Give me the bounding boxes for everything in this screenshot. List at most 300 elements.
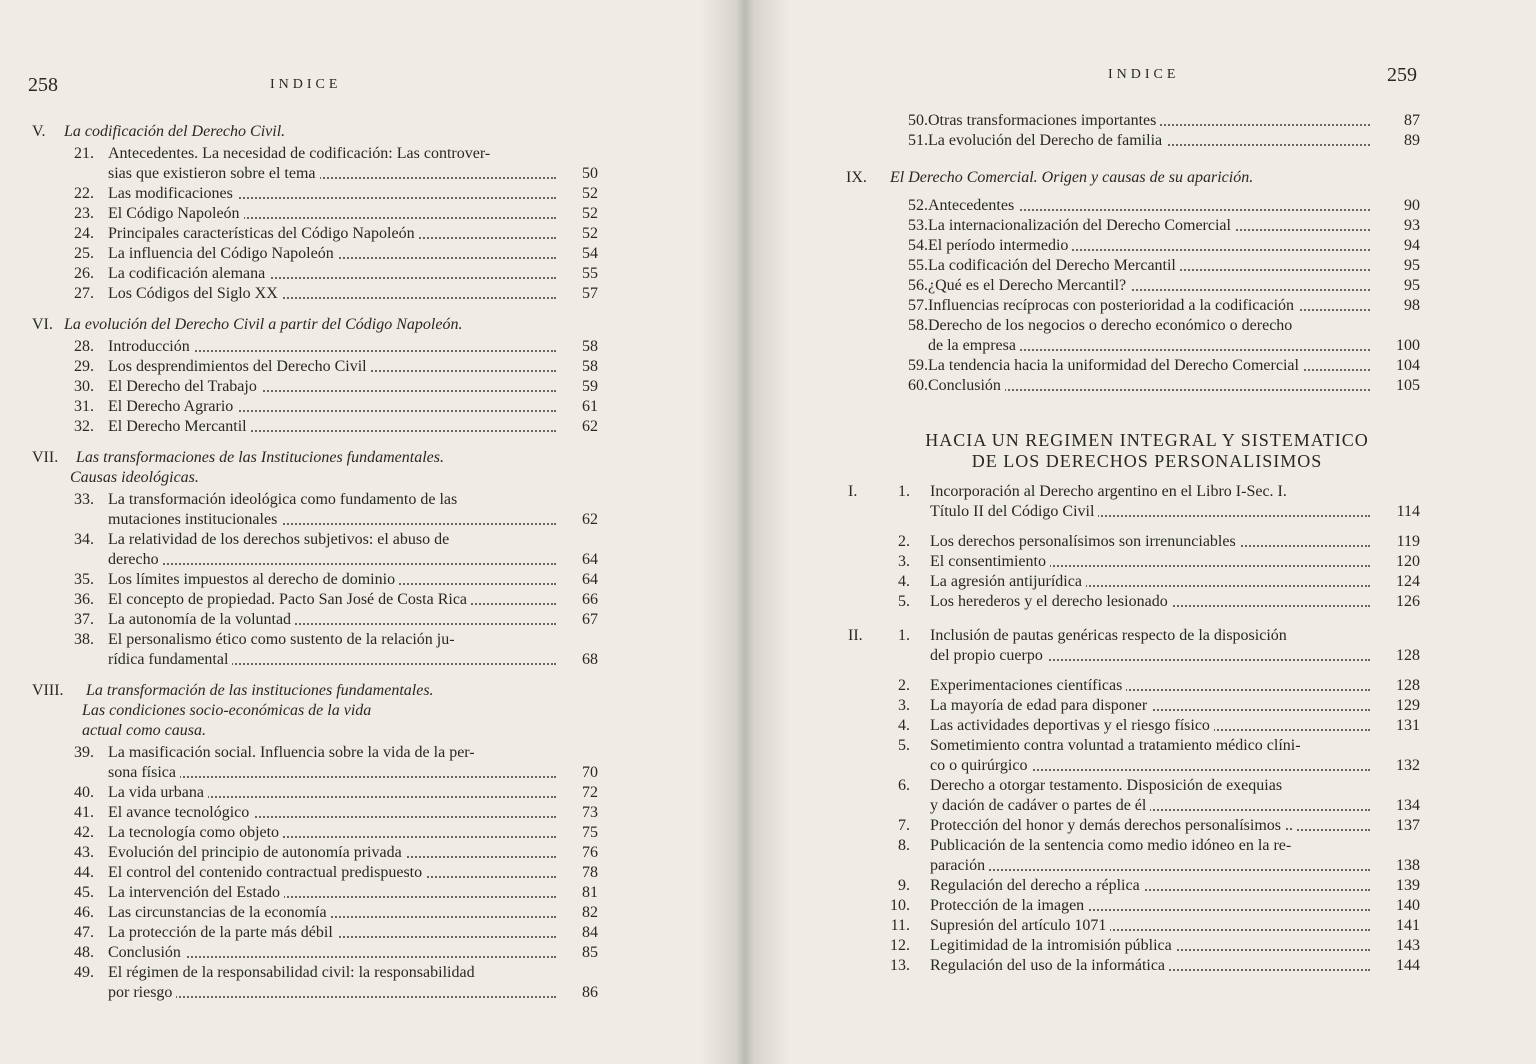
entry-title [108,883,556,903]
section-numeral: V. [32,123,46,140]
entry-number: 10. [890,897,910,914]
section-numeral: VI. [32,316,53,333]
entry-number: 35. [74,571,94,588]
entry-title-text: El personalismo ético como sustento de la relación ju- [108,631,459,648]
entry-page-number: 52 [582,185,598,202]
entry-page-number: 55 [582,265,598,282]
index-entry [744,356,1430,376]
entry-title [108,144,598,164]
entry-number: 9. [898,877,910,894]
entry-number: 29. [74,358,94,375]
entry-page-number: 131 [1396,717,1420,734]
index-entry [0,570,608,590]
entry-title [930,876,1370,896]
entry-number: 34. [74,531,94,548]
entry-title [108,530,598,550]
entry-title [930,676,1370,696]
entry-page-number: 59 [582,378,598,395]
entry-title-text: Influencias recíprocas con posterioridad a la codificación [928,297,1298,314]
entry-title [108,204,556,224]
entry-title [108,983,556,1003]
entry-page-number: 50 [582,165,598,182]
entry-title-text: El régimen de la responsabilidad civil: la responsabilidad [108,964,479,981]
entry-title [108,417,556,437]
index-entry [0,284,608,304]
entry-title [930,816,1370,836]
entry-title [930,956,1370,976]
index-entry [0,530,608,550]
entry-number: 55. [908,257,928,274]
entry-title-text: Regulación del derecho a réplica [930,877,1144,894]
index-entry [0,763,608,783]
entry-title [928,316,1420,336]
index-entry [744,836,1430,856]
index-entry [744,936,1430,956]
index-entry [744,676,1430,696]
entry-title-text: del propio cuerpo [930,647,1047,664]
entry-number: 41. [74,804,94,821]
entry-title [108,650,556,670]
index-entry [744,552,1430,572]
index-entry [744,626,1430,646]
entry-number: 5. [898,737,910,754]
index-entry [744,296,1430,316]
entry-number: 50. [908,112,928,129]
index-entry [0,963,608,983]
entry-title-text: mutaciones institucionales [108,511,281,528]
entry-title [928,256,1370,276]
index-entry [0,630,608,650]
entry-title-text: Introducción [108,338,194,355]
entry-title [108,570,556,590]
left-page [0,0,744,1064]
entry-title-text: Los Códigos del Siglo XX [108,285,282,302]
section-numeral: IX. [846,169,867,186]
index-entry [0,244,608,264]
entry-page-number: 85 [582,944,598,961]
entry-title [108,224,556,244]
entry-title-text: El Derecho Agrario [108,398,237,415]
entry-title [930,936,1370,956]
group-numeral: I. [848,483,858,500]
entry-title [928,196,1370,216]
entry-number: 48. [74,944,94,961]
entry-title-text: Antecedentes. La necesidad de codificación: Las controver- [108,145,494,162]
entry-page-number: 120 [1396,553,1420,570]
entry-title-text: La codificación alemana [108,265,269,282]
entry-title [108,943,556,963]
index-entry [0,823,608,843]
entry-number: 51. [908,132,928,149]
entry-title-text: El Código Napoleón [108,205,244,222]
entry-title-text: La agresión antijurídica [930,573,1086,590]
entry-number: 38. [74,631,94,648]
entry-title-text: Los herederos y el derecho lesionado [930,593,1172,610]
entry-number: 39. [74,744,94,761]
entry-title-text: Las modificaciones [108,185,237,202]
entry-title-text: Los derechos personalísimos son irrenunciables [930,533,1240,550]
index-entry [744,896,1430,916]
entry-page-number: 81 [582,884,598,901]
entry-page-number: 100 [1396,337,1420,354]
index-entry [744,276,1430,296]
entry-title-text: Incorporación al Derecho argentino en el Libro I-Sec. I. [930,483,1291,500]
entry-title-text: Conclusión [928,377,1005,394]
entry-title-text: La masificación social. Influencia sobre la vida de la per- [108,744,479,761]
entry-title-text: Evolución del principio de autonomía privada [108,844,406,861]
entry-title-text: La protección de la parte más débil [108,924,337,941]
entry-page-number: 139 [1396,877,1420,894]
index-entry [0,377,608,397]
index-entry [744,376,1430,396]
entry-title [930,776,1420,796]
entry-number: 33. [74,491,94,508]
entry-page-number: 143 [1396,937,1420,954]
entry-page-number: 129 [1396,697,1420,714]
index-entry [744,502,1430,522]
entry-title [108,763,556,783]
entry-number: 44. [74,864,94,881]
section-title-text: Las condiciones socio-económicas de la vida [82,702,372,719]
index-entry [0,204,608,224]
index-entry [744,216,1430,236]
entry-number: 60. [908,377,928,394]
entry-title-text: Supresión del artículo 1071 [930,917,1110,934]
entry-title-text: La tecnología como objeto [108,824,283,841]
index-entry [0,397,608,417]
index-entry [744,336,1430,356]
entry-title-text: La relatividad de los derechos subjetivos: el abuso de [108,531,453,548]
entry-title-text: Derecho a otorgar testamento. Disposición de exequias [930,777,1286,794]
entry-title-text: La codificación del Derecho Mercantil [928,257,1180,274]
entry-page-number: 141 [1396,917,1420,934]
entry-page-number: 87 [1404,112,1420,129]
entry-number: 7. [898,817,910,834]
entry-title [108,743,598,763]
entry-title [928,131,1370,151]
entry-title [108,397,556,417]
entry-title-text: El Derecho del Trabajo [108,378,261,395]
entry-title-text: El consentimiento [930,553,1050,570]
entry-title-text: Sometimiento contra voluntad a tratamiento médico clíni- [930,737,1305,754]
entry-number: 37. [74,611,94,628]
entry-page-number: 93 [1404,217,1420,234]
entry-title [930,756,1370,776]
index-entry [744,776,1430,796]
entry-title-text: Derecho de los negocios o derecho económico o derecho [928,317,1296,334]
entry-title-text: El avance tecnológico [108,804,253,821]
entry-number: 2. [898,677,910,694]
entry-page-number: 126 [1396,593,1420,610]
entry-number: 23. [74,205,94,222]
section-title-text: Causas ideológicas. [70,469,199,486]
index-entry [0,164,608,184]
index-entry [744,482,1430,502]
entry-number: 21. [74,145,94,162]
entry-page-number: 124 [1396,573,1420,590]
entry-page-number: 78 [582,864,598,881]
index-entry [744,592,1430,612]
entry-title [930,572,1370,592]
entry-page-number: 95 [1404,257,1420,274]
entry-page-number: 54 [582,245,598,262]
entry-page-number: 73 [582,804,598,821]
entry-page-number: 119 [1396,533,1420,550]
entry-title-text: paración [930,857,989,874]
entry-page-number: 98 [1404,297,1420,314]
index-entry [0,843,608,863]
entry-page-number: 128 [1396,677,1420,694]
entry-title-text: de la empresa [928,337,1020,354]
entry-title-text: La transformación ideológica como fundamento de las [108,491,461,508]
entry-title [108,863,556,883]
entry-title [108,610,556,630]
entry-title-text: por riesgo [108,984,176,1001]
entry-page-number: 134 [1396,797,1420,814]
entry-title-text: derecho [108,551,163,568]
entry-title [930,552,1370,572]
entry-page-number: 62 [582,418,598,435]
entry-page-number: 61 [582,398,598,415]
entry-title-text: ¿Qué es el Derecho Mercantil? [928,277,1130,294]
index-entry [0,943,608,963]
entry-title-text: Regulación del uso de la informática [930,957,1169,974]
index-entry [744,572,1430,592]
entry-title-text: El Derecho Mercantil [108,418,251,435]
section-title-text: actual como causa. [82,722,206,739]
entry-title-text: La evolución del Derecho de familia [928,132,1166,149]
entry-title [108,803,556,823]
entry-title-text: Conclusión [108,944,185,961]
index-entry [0,550,608,570]
entry-title [108,490,598,510]
entry-page-number: 84 [582,924,598,941]
entry-title [930,696,1370,716]
entry-title [108,550,556,570]
entry-title [108,244,556,264]
entry-title [108,284,556,304]
entry-title-text: Publicación de la sentencia como medio idóneo en la re- [930,837,1295,854]
entry-page-number: 52 [582,205,598,222]
running-head: INDICE [1108,67,1180,82]
entry-number: 26. [74,265,94,282]
entry-number: 24. [74,225,94,242]
index-entry [0,743,608,763]
entry-title-text: La vida urbana [108,784,208,801]
entry-number: 1. [898,483,910,500]
entry-number: 45. [74,884,94,901]
entry-number: 56. [908,277,928,294]
index-entry [0,590,608,610]
entry-title-text: El período intermedio [928,237,1072,254]
entry-title-text: Legitimidad de la intromisión pública [930,937,1176,954]
entry-title-text: Las circunstancias de la economía [108,904,331,921]
entry-number: 28. [74,338,94,355]
entry-title [930,916,1370,936]
entry-title-text: La autonomía de la voluntad [108,611,295,628]
entry-title [930,896,1370,916]
index-entry [744,956,1430,976]
entry-number: 13. [890,957,910,974]
entry-number: 25. [74,245,94,262]
entry-number: 11. [890,917,910,934]
entry-title [930,646,1370,666]
entry-title-text: La tendencia hacia la uniformidad del Derecho Comercial [928,357,1303,374]
entry-number: 40. [74,784,94,801]
entry-title [930,532,1370,552]
entry-number: 5. [898,593,910,610]
entry-page-number: 132 [1396,757,1420,774]
section-heading: HACIA UN REGIMEN INTEGRAL Y SISTEMATICO [925,430,1369,450]
entry-title-text: El concepto de propiedad. Pacto San José de Costa Rica [108,591,471,608]
entry-title-text: Otras transformaciones importantes [928,112,1160,129]
right-page [744,0,1536,1064]
index-entry [744,736,1430,756]
entry-page-number: 138 [1396,857,1420,874]
index-entry [0,650,608,670]
entry-number: 46. [74,904,94,921]
entry-page-number: 114 [1396,503,1420,520]
entry-title [930,836,1420,856]
entry-title [108,630,598,650]
entry-title [108,510,556,530]
entry-title-text: Los desprendimientos del Derecho Civil [108,358,371,375]
entry-number: 22. [74,185,94,202]
entry-page-number: 67 [582,611,598,628]
entry-page-number: 57 [582,285,598,302]
entry-title [930,716,1370,736]
section-title-text: La transformación de las instituciones fundamentales. [86,682,434,699]
entry-number: 54. [908,237,928,254]
index-entry [0,144,608,164]
entry-title-text: La intervención del Estado [108,884,284,901]
entry-title [108,184,556,204]
dot-leader [108,563,556,565]
index-entry [0,224,608,244]
index-entry [744,131,1430,151]
index-entry [0,803,608,823]
entry-page-number: 66 [582,591,598,608]
entry-title [930,482,1420,502]
entry-title [930,502,1370,522]
index-entry [0,883,608,903]
entry-title-text: y dación de cadáver o partes de él [930,797,1150,814]
entry-number: 42. [74,824,94,841]
dot-leader [930,869,1370,871]
index-entry [0,184,608,204]
entry-title [928,276,1370,296]
index-entry [0,863,608,883]
entry-title-text: Los límites impuestos al derecho de dominio [108,571,399,588]
entry-page-number: 95 [1404,277,1420,294]
entry-page-number: 72 [582,784,598,801]
entry-number: 8. [898,837,910,854]
index-entry [744,236,1430,256]
section-heading: DE LOS DERECHOS PERSONALISIMOS [971,451,1323,471]
entry-title-text: co o quirúrgico [930,757,1031,774]
section-title-text: El Derecho Comercial. Origen y causas de su aparición. [890,169,1254,186]
entry-title [928,236,1370,256]
entry-title-text: La mayoría de edad para disponer [930,697,1151,714]
entry-title-text: La influencia del Código Napoleón [108,245,338,262]
entry-number: 59. [908,357,928,374]
group-numeral: II. [848,627,863,644]
entry-title [928,376,1370,396]
index-entry [0,510,608,530]
entry-title [928,111,1370,131]
entry-page-number: 70 [582,764,598,781]
entry-number: 31. [74,398,94,415]
section-title-text: La evolución del Derecho Civil a partir del Código Napoleón. [64,316,463,333]
index-entry [744,111,1430,131]
entry-title [108,377,556,397]
section-numeral: VII. [32,449,59,466]
entry-page-number: 128 [1396,647,1420,664]
index-entry [744,876,1430,896]
entry-page-number: 64 [582,551,598,568]
entry-page-number: 137 [1396,817,1420,834]
entry-number: 6. [898,777,910,794]
entry-page-number: 105 [1396,377,1420,394]
entry-title-text: sias que existieron sobre el tema [108,165,320,182]
entry-title [108,903,556,923]
entry-number: 3. [898,697,910,714]
entry-title-text: El control del contenido contractual predispuesto [108,864,426,881]
entry-title-text: Experimentaciones científicas [930,677,1126,694]
index-entry [744,756,1430,776]
entry-title [108,357,556,377]
entry-title [928,296,1370,316]
entry-number: 57. [908,297,928,314]
entry-page-number: 52 [582,225,598,242]
entry-title-text: Las actividades deportivas y el riesgo físico [930,717,1214,734]
entry-title [930,592,1370,612]
entry-title [108,923,556,943]
index-entry [744,532,1430,552]
entry-page-number: 62 [582,511,598,528]
entry-page-number: 104 [1396,357,1420,374]
entry-title [930,856,1370,876]
entry-number: 1. [898,627,910,644]
index-entry [0,983,608,1003]
entry-page-number: 58 [582,338,598,355]
entry-title-text: Antecedentes [928,197,1018,214]
entry-number: 12. [890,937,910,954]
running-head: INDICE [270,77,342,92]
entry-number: 43. [74,844,94,861]
entry-page-number: 58 [582,358,598,375]
entry-title [928,336,1370,356]
entry-title-text: Protección del honor y demás derechos personalísimos .. [930,817,1297,834]
entry-page-number: 144 [1396,957,1420,974]
page-number: 259 [1387,64,1417,86]
index-entry [744,916,1430,936]
section-title-text: Las transformaciones de las Instituciones fundamentales. [76,449,444,466]
entry-number: 4. [898,573,910,590]
entry-title [930,626,1420,646]
entry-number: 27. [74,285,94,302]
index-entry [744,256,1430,276]
entry-number: 32. [74,418,94,435]
index-entry [744,196,1430,216]
entry-title-text: Principales características del Código Napoleón [108,225,419,242]
entry-number: 49. [74,964,94,981]
entry-number: 2. [898,533,910,550]
entry-page-number: 82 [582,904,598,921]
index-entry [0,337,608,357]
entry-title-text: sona física [108,764,180,781]
entry-number: 4. [898,717,910,734]
